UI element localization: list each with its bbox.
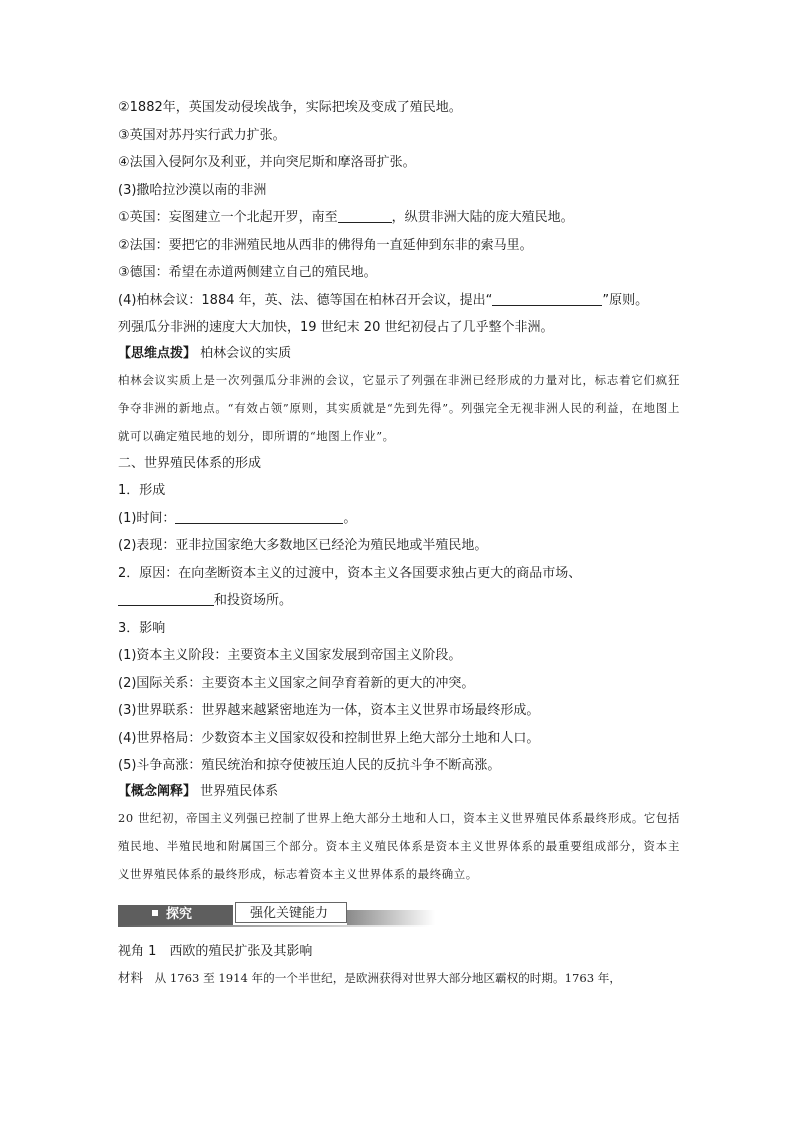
text-line: 列强瓜分非洲的速度大大加快，19 世纪末 20 世纪初侵占了几乎整个非洲。 [118, 320, 554, 335]
square-bullet-icon [152, 910, 158, 916]
text-line: (3)世界联系：世界越来越紧密地连为一体，资本主义世界市场最终形成。 [118, 703, 540, 718]
text-line-with-blank [118, 587, 680, 615]
material-line [118, 965, 680, 991]
banner-dark-tab [118, 905, 233, 925]
text-line: ④法国入侵阿尔及利亚，并向突尼斯和摩洛哥扩张。 [118, 155, 416, 170]
text-line-with-blank [118, 505, 680, 533]
tip-body: 柏林会议实质上是一次列强瓜分非洲的会议，它显示了列强在非洲已经形成的力量对比，标志着它们疯狂争夺非洲的新地点。“有效占领”原则，其实质就是“先到先得”。列强完全无视非洲人民的利益，在地图上就可以确定殖民地的划分，即所谓的“地图上作业”。 [118, 372, 680, 443]
concept-heading [118, 780, 680, 804]
text-line: ③德国：希望在赤道两侧建立自己的殖民地。 [118, 265, 377, 280]
text-line: ③英国对苏丹实行武力扩张。 [118, 127, 286, 143]
document-page [118, 94, 680, 991]
tip-bracket-label: 【思维点拨】 [118, 345, 197, 361]
text-segment: (1)时间： [118, 510, 176, 526]
banner-light-tab: 强化关键能力 [235, 902, 347, 923]
fill-blank-line [492, 291, 602, 306]
section-banner [118, 902, 680, 926]
section-heading: 二、世界殖民体系的形成 [118, 455, 262, 471]
text-line-with-blank [118, 204, 680, 232]
tip-title: 柏林会议的实质 [200, 345, 292, 361]
subheading: 3．影响 [118, 620, 166, 636]
fill-blank-line [118, 591, 214, 606]
text-segment: 。 [343, 510, 357, 526]
subheading: (3)撒哈拉沙漠以南的非洲 [118, 182, 267, 198]
banner-underline [118, 925, 430, 927]
concept-bracket-label: 【概念阐释】 [118, 783, 197, 799]
text-segment: ①英国：妄图建立一个北起开罗，南至 [118, 210, 338, 225]
text-line: (1)资本主义阶段：主要资本主义国家发展到帝国主义阶段。 [118, 648, 462, 663]
fill-blank-line [338, 208, 392, 223]
text-segment: ”原则。 [602, 292, 649, 308]
banner-left-label: 探究 [166, 906, 193, 922]
text-segment: 和投资场所。 [214, 593, 293, 608]
material-label: 材料 [118, 970, 144, 985]
text-segment: ，纵贯非洲大陆的庞大殖民地。 [391, 210, 574, 225]
angle-heading: 视角 1 西欧的殖民扩张及其影响 [118, 943, 313, 959]
text-line: ②1882年，英国发动侵埃战争，实际把埃及变成了殖民地。 [118, 100, 462, 115]
banner-gradient [347, 910, 435, 925]
subheading: 1．形成 [118, 483, 166, 498]
text-segment: (4)柏林会议：1884 年，英、法、德等国在柏林召开会议，提出“ [118, 292, 493, 308]
concept-title: 世界殖民体系 [200, 783, 279, 799]
concept-body: 20 世纪初，帝国主义列强已控制了世界上绝大部分土地和人口，资本主义世界殖民体系最终形成。它包括殖民地、半殖民地和附属国三个部分。资本主义殖民体系是资本主义世界体系的最重要组成部分，资本主义世界殖民体系的最终形成，标志着资本主义世界体系的最终确立。 [118, 810, 680, 881]
text-line: (2)国际关系：主要资本主义国家之间孕育着新的更大的冲突。 [118, 675, 475, 691]
tip-heading [118, 342, 680, 366]
text-line: 2．原因：在向垄断资本主义的过渡中，资本主义各国要求独占更大的商品市场、 [118, 565, 582, 581]
text-line: (5)斗争高涨：殖民统治和掠夺使被压迫人民的反抗斗争不断高涨。 [118, 758, 501, 773]
fill-blank-line [175, 509, 343, 524]
text-line-with-blank [118, 287, 680, 315]
text-line: (4)世界格局：少数资本主义国家奴役和控制世界上绝大部分土地和人口。 [118, 730, 540, 746]
material-text: 从 1763 至 1914 年的一个半世纪，是欧洲获得对世界大部分地区霸权的时期。1763 年， [143, 971, 621, 985]
text-line: (2)表现：亚非拉国家绝大多数地区已经沦为殖民地或半殖民地。 [118, 538, 488, 553]
text-line: ②法国：要把它的非洲殖民地从西非的佛得角一直延伸到东非的索马里。 [118, 237, 533, 253]
